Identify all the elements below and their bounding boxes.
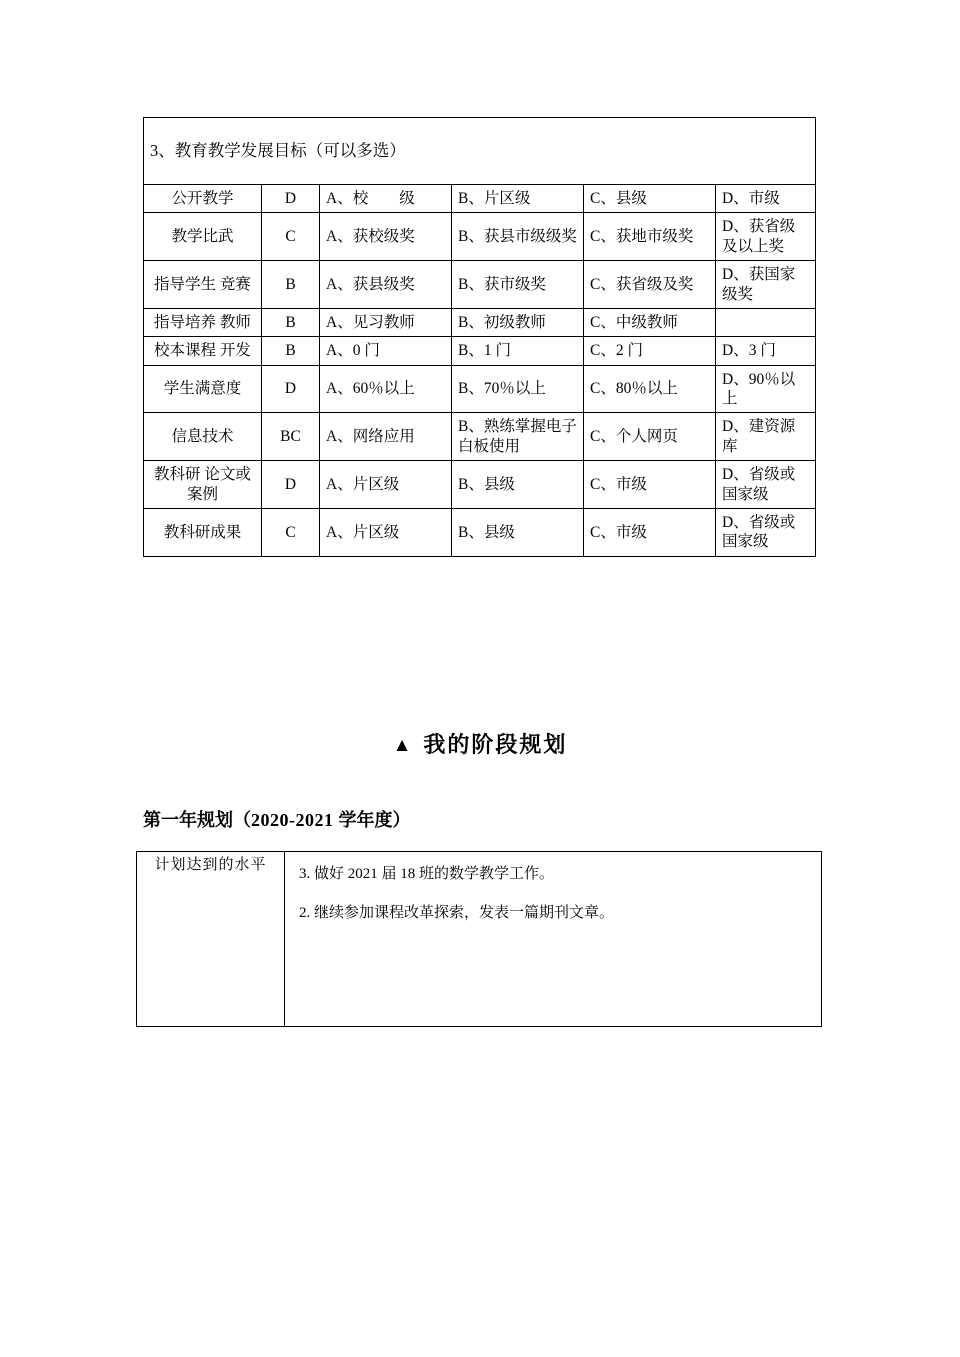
row-code: B xyxy=(262,308,320,336)
row-option-c: C、市级 xyxy=(584,508,716,556)
year-plan-heading-cn: 第一年规划 xyxy=(143,810,233,830)
year-plan-paren-open: （ xyxy=(233,810,251,830)
row-option-d: D、获国家级奖 xyxy=(716,261,816,309)
year-plan-table-container xyxy=(136,851,821,1027)
row-option-c: C、个人网页 xyxy=(584,413,716,461)
row-option-b: B、片区级 xyxy=(452,185,584,213)
row-option-c: C、获地市级奖 xyxy=(584,213,716,261)
row-option-a: A、网络应用 xyxy=(320,413,452,461)
section-heading xyxy=(0,728,960,759)
table-row xyxy=(144,118,816,185)
row-option-a: A、60％以上 xyxy=(320,365,452,413)
row-code: C xyxy=(262,508,320,556)
goals-table-title: 3、教育教学发展目标（可以多选） xyxy=(144,118,816,185)
row-option-d: D、3 门 xyxy=(716,337,816,365)
row-option-c: C、县级 xyxy=(584,185,716,213)
year-plan-table xyxy=(136,851,822,1027)
row-option-a: A、校 级 xyxy=(320,185,452,213)
year-plan-paren-close: ） xyxy=(392,810,411,830)
row-option-d xyxy=(716,308,816,336)
row-label: 指导学生 竞赛 xyxy=(144,261,262,309)
row-option-d: D、市级 xyxy=(716,185,816,213)
row-option-a: A、片区级 xyxy=(320,508,452,556)
row-code: D xyxy=(262,461,320,509)
year-plan-heading-tail: 学年度 xyxy=(333,810,393,830)
row-option-a: A、片区级 xyxy=(320,461,452,509)
row-option-d: D、省级或国家级 xyxy=(716,461,816,509)
row-option-c: C、中级教师 xyxy=(584,308,716,336)
table-row xyxy=(144,413,816,461)
row-label: 教科研 论文或案例 xyxy=(144,461,262,509)
row-option-c: C、市级 xyxy=(584,461,716,509)
row-label: 教科研成果 xyxy=(144,508,262,556)
row-option-b: B、获市级奖 xyxy=(452,261,584,309)
row-option-b: B、熟练掌握电子白板使用 xyxy=(452,413,584,461)
row-option-d: D、建资源库 xyxy=(716,413,816,461)
table-row xyxy=(144,185,816,213)
row-code: C xyxy=(262,213,320,261)
row-option-b: B、县级 xyxy=(452,508,584,556)
row-option-a: A、0 门 xyxy=(320,337,452,365)
triangle-bullet-icon: ▲ xyxy=(392,735,414,756)
row-option-b: B、县级 xyxy=(452,461,584,509)
table-row xyxy=(144,461,816,509)
row-option-c: C、2 门 xyxy=(584,337,716,365)
row-option-b: B、1 门 xyxy=(452,337,584,365)
goals-table xyxy=(143,117,816,557)
goals-table-container xyxy=(143,117,815,557)
row-code: D xyxy=(262,185,320,213)
row-code: D xyxy=(262,365,320,413)
row-label: 教学比武 xyxy=(144,213,262,261)
row-option-a: A、获县级奖 xyxy=(320,261,452,309)
plan-item: 3. 做好 2021 届 18 班的数学教学工作。 xyxy=(299,866,555,882)
table-row xyxy=(144,308,816,336)
year-plan-years: 2020-2021 xyxy=(251,810,334,830)
row-option-b: B、获县市级级奖 xyxy=(452,213,584,261)
section-heading-text: 我的阶段规划 xyxy=(423,732,568,757)
table-row xyxy=(144,337,816,365)
table-row xyxy=(144,508,816,556)
row-option-c: C、80％以上 xyxy=(584,365,716,413)
table-row xyxy=(137,852,822,1027)
table-row xyxy=(144,365,816,413)
row-option-d: D、省级或国家级 xyxy=(716,508,816,556)
row-option-b: B、70％以上 xyxy=(452,365,584,413)
row-option-a: A、获校级奖 xyxy=(320,213,452,261)
plan-item: 2. 继续参加课程改革探索，发表一篇期刊文章。 xyxy=(299,905,615,921)
row-option-d: D、90％以上 xyxy=(716,365,816,413)
row-option-d: D、获省级及以上奖 xyxy=(716,213,816,261)
table-row xyxy=(144,213,816,261)
row-option-c: C、获省级及奖 xyxy=(584,261,716,309)
plan-row-content xyxy=(285,852,822,1027)
row-option-a: A、见习教师 xyxy=(320,308,452,336)
row-code: BC xyxy=(262,413,320,461)
plan-row-label: 计划达到的水平 xyxy=(137,852,285,1027)
row-label: 学生满意度 xyxy=(144,365,262,413)
row-code: B xyxy=(262,337,320,365)
row-label: 信息技术 xyxy=(144,413,262,461)
row-label: 指导培养 教师 xyxy=(144,308,262,336)
row-option-b: B、初级教师 xyxy=(452,308,584,336)
row-label: 公开教学 xyxy=(144,185,262,213)
table-row xyxy=(144,261,816,309)
row-label: 校本课程 开发 xyxy=(144,337,262,365)
row-code: B xyxy=(262,261,320,309)
year-plan-heading xyxy=(143,806,411,832)
